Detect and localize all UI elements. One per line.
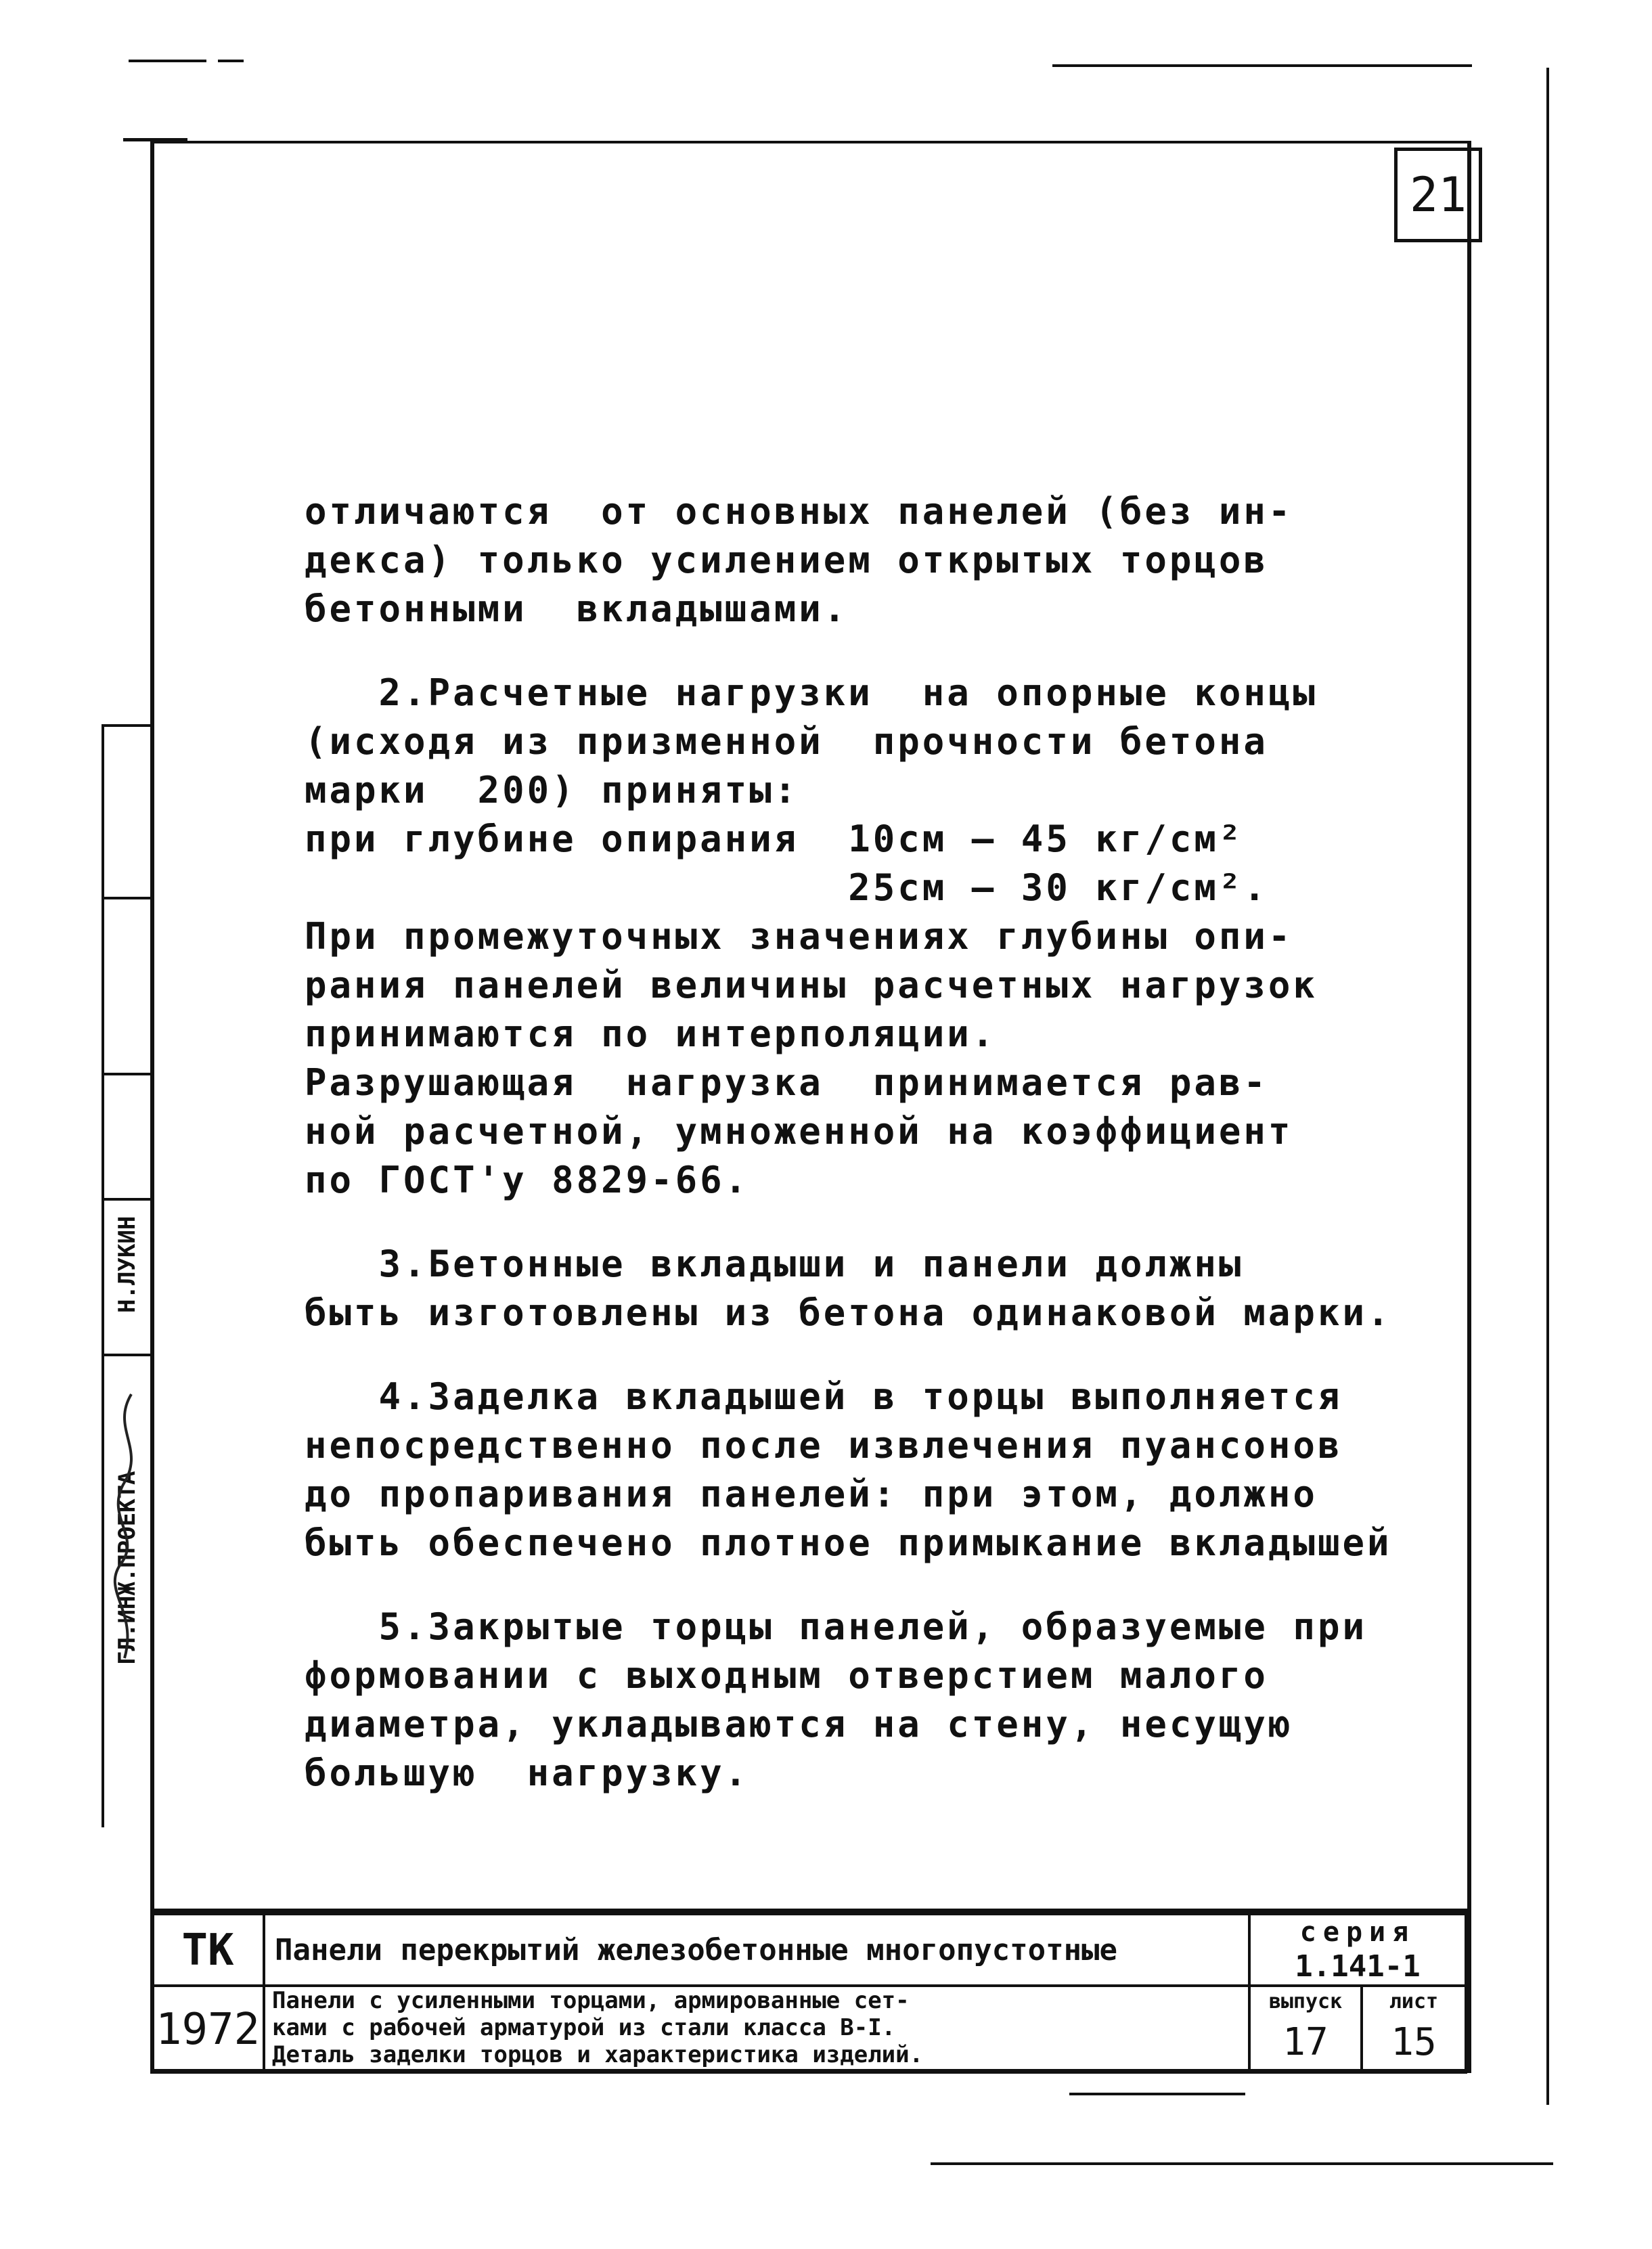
body-line: 4.Заделка вкладышей в торцы выполняется — [305, 1375, 1343, 1418]
body-line: декса) только усилением открытых торцов — [305, 539, 1268, 581]
issue-value: 17 — [1282, 2020, 1329, 2064]
approval-title: ГЛ.ИНЖ.ПРОЕКТА — [114, 1471, 141, 1665]
title-block — [150, 1909, 1467, 2074]
issue-cell — [1248, 1984, 1363, 2074]
title-main: Панели перекрытий железобетонные многопустотные — [263, 1913, 1251, 1987]
sheet-value: 15 — [1391, 2020, 1437, 2064]
title-sub — [263, 1984, 1251, 2074]
body-line: рания панелей величины расчетных нагрузок — [305, 964, 1318, 1006]
body-line: ной расчетной, умноженной на коэффициент — [305, 1110, 1293, 1153]
body-line: при глубине опирания 10см — 45 кг/см² — [305, 818, 1244, 860]
body-line: формовании с выходным отверстием малого — [305, 1654, 1268, 1697]
body-line: При промежуточных значениях глубины опи- — [305, 915, 1293, 958]
series-label: серия — [1299, 1917, 1416, 1948]
org-code: ТК — [150, 1913, 265, 1987]
title-sub-line-2: ками с рабочей арматурой из стали класса В-I. — [272, 2014, 896, 2041]
series-value: 1.141-1 — [1295, 1949, 1421, 1984]
sheet-number: 21 — [1394, 148, 1482, 242]
top-mark-4 — [1052, 64, 1472, 67]
approval-strip — [102, 724, 154, 1827]
approval-name: Н.ЛУКИН — [114, 1216, 141, 1313]
body-line: бетонными вкладышами. — [305, 587, 849, 630]
top-mark-2 — [218, 60, 244, 62]
body-line: по ГОСТ'у 8829-66. — [305, 1159, 750, 1201]
body-line: 2.Расчетные нагрузки на опорные концы — [305, 671, 1318, 714]
top-mark-1 — [129, 60, 206, 62]
title-sub-line-3: Деталь заделки торцов и характеристика изделий. — [272, 2041, 924, 2068]
series-cell — [1248, 1913, 1467, 1987]
body-line: диаметра, укладываются на стену, несущую — [305, 1703, 1293, 1745]
strip-divider-3 — [104, 1073, 154, 1075]
body-line: Разрушающая нагрузка принимается рав- — [305, 1061, 1268, 1104]
body-text — [305, 487, 1392, 1798]
issue-label: выпуск — [1268, 1990, 1343, 2013]
sheet-label: лист — [1389, 1990, 1439, 2013]
body-line: быть обеспечено плотное примыкание вкладышей — [305, 1521, 1392, 1564]
body-line: марки 200) приняты: — [305, 769, 799, 811]
bottom-mark — [931, 2162, 1553, 2165]
strip-divider-1 — [104, 724, 154, 727]
signature-scribble — [104, 1387, 154, 1672]
body-line: до пропаривания панелей: при этом, должно — [305, 1473, 1318, 1515]
body-line: отличаются от основных панелей (без ин- — [305, 490, 1293, 533]
body-line: принимаются по интерполяции. — [305, 1012, 997, 1055]
bottom-mark-2 — [1069, 2093, 1245, 2095]
outer-right-edge — [1546, 68, 1549, 2105]
body-line: большую нагрузку. — [305, 1752, 750, 1794]
sheet-cell — [1360, 1984, 1467, 2074]
strip-divider-5 — [104, 1354, 154, 1356]
body-line: 5.Закрытые торцы панелей, образуемые при — [305, 1605, 1367, 1648]
title-sub-line-1: Панели с усиленными торцами, армированные сет- — [272, 1987, 910, 2014]
body-line: 3.Бетонные вкладыши и панели должны — [305, 1243, 1244, 1285]
body-line: (исходя из призменной прочности бетона — [305, 720, 1268, 763]
strip-divider-4 — [104, 1198, 154, 1201]
year: 1972 — [150, 1984, 265, 2074]
strip-divider-2 — [104, 897, 154, 899]
body-line: быть изготовлены из бетона одинаковой марки. — [305, 1291, 1392, 1334]
body-line: 25см — 30 кг/см². — [305, 866, 1268, 909]
body-line: непосредственно после извлечения пуансонов — [305, 1424, 1343, 1467]
